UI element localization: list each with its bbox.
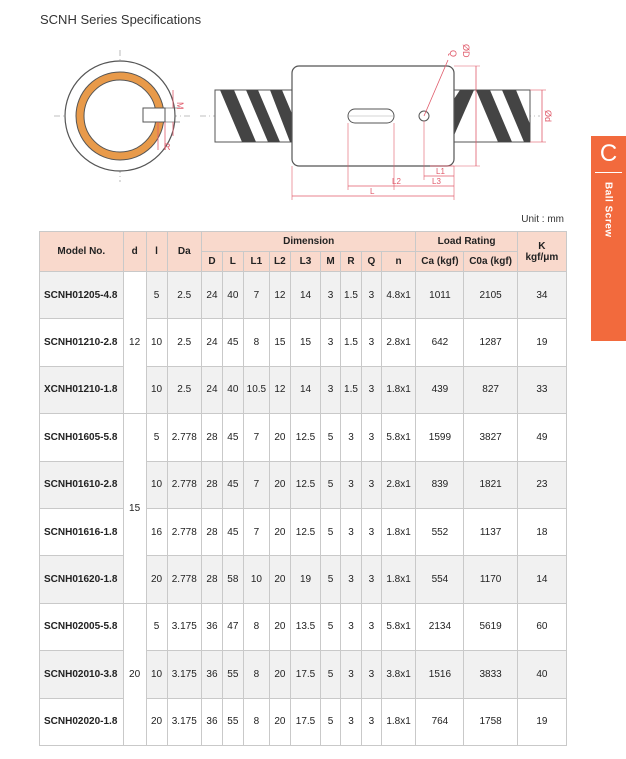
value-cell: 3: [321, 319, 341, 366]
value-cell: 5: [146, 272, 167, 319]
value-cell: 12: [269, 272, 290, 319]
value-cell: 7: [243, 272, 269, 319]
value-cell: 49: [517, 414, 566, 461]
value-cell: 1011: [416, 272, 464, 319]
value-cell: 2.5: [167, 272, 201, 319]
shaft-diameter-cell: 15: [123, 414, 146, 604]
value-cell: 8: [243, 698, 269, 745]
value-cell: 60: [517, 603, 566, 650]
value-cell: 7: [243, 414, 269, 461]
model-cell: SCNH01210-2.8: [40, 319, 124, 366]
section-divider: [595, 172, 622, 173]
col-sub-header: C0a (kgf): [464, 252, 517, 272]
value-cell: 1599: [416, 414, 464, 461]
table-row: [40, 556, 567, 603]
l-label: L: [370, 187, 375, 196]
value-cell: 3: [361, 366, 381, 413]
section-tab[interactable]: [591, 136, 626, 341]
ball-nut-drawing: [40, 40, 580, 215]
value-cell: 7: [243, 461, 269, 508]
value-cell: 3: [361, 508, 381, 555]
value-cell: 2.5: [167, 366, 201, 413]
value-cell: 10: [243, 556, 269, 603]
table-row: [40, 319, 567, 366]
col-d: d: [123, 232, 146, 272]
value-cell: 5: [321, 651, 341, 698]
model-cell: SCNH01605-5.8: [40, 414, 124, 461]
value-cell: 3: [341, 414, 362, 461]
value-cell: 15: [290, 319, 320, 366]
value-cell: 1287: [464, 319, 517, 366]
value-cell: 8: [243, 319, 269, 366]
table-row: [40, 272, 567, 319]
table-row: [40, 414, 567, 461]
value-cell: 28: [202, 556, 223, 603]
model-cell: SCNH01616-1.8: [40, 508, 124, 555]
od-label: ØD: [461, 44, 471, 58]
value-cell: 12: [269, 366, 290, 413]
value-cell: 3: [361, 698, 381, 745]
value-cell: 19: [517, 319, 566, 366]
value-cell: 2.5: [167, 319, 201, 366]
value-cell: 1516: [416, 651, 464, 698]
value-cell: 3: [341, 603, 362, 650]
value-cell: 20: [269, 508, 290, 555]
value-cell: 10: [146, 319, 167, 366]
value-cell: 23: [517, 461, 566, 508]
value-cell: 5619: [464, 603, 517, 650]
value-cell: 642: [416, 319, 464, 366]
value-cell: 28: [202, 461, 223, 508]
value-cell: 14: [517, 556, 566, 603]
value-cell: 3: [341, 651, 362, 698]
value-cell: 45: [222, 508, 243, 555]
value-cell: 36: [202, 651, 223, 698]
value-cell: 1.8x1: [381, 508, 416, 555]
value-cell: 20: [269, 651, 290, 698]
col-sub-header: R: [341, 252, 362, 272]
value-cell: 20: [269, 461, 290, 508]
value-cell: 14: [290, 272, 320, 319]
value-cell: 19: [290, 556, 320, 603]
value-cell: 10: [146, 366, 167, 413]
value-cell: 3827: [464, 414, 517, 461]
shaft-diameter-cell: 20: [123, 603, 146, 745]
value-cell: 552: [416, 508, 464, 555]
value-cell: 8: [243, 651, 269, 698]
model-cell: SCNH02020-1.8: [40, 698, 124, 745]
value-cell: 20: [146, 698, 167, 745]
value-cell: 24: [202, 319, 223, 366]
value-cell: 28: [202, 414, 223, 461]
value-cell: 3: [321, 366, 341, 413]
value-cell: 3: [361, 414, 381, 461]
value-cell: 5: [146, 414, 167, 461]
col-k: [517, 232, 566, 272]
l1-label: L1: [436, 167, 445, 176]
r-label: R: [164, 142, 171, 152]
value-cell: 1.5: [341, 366, 362, 413]
col-sub-header: L1: [243, 252, 269, 272]
value-cell: 12.5: [290, 508, 320, 555]
value-cell: 3: [361, 272, 381, 319]
value-cell: 2.778: [167, 461, 201, 508]
model-cell: SCNH02005-5.8: [40, 603, 124, 650]
value-cell: 36: [202, 698, 223, 745]
value-cell: 5: [321, 698, 341, 745]
value-cell: 3.175: [167, 603, 201, 650]
col-group-dimension: Dimension: [202, 232, 416, 252]
value-cell: 15: [269, 319, 290, 366]
value-cell: 10: [146, 651, 167, 698]
col-sub-header: n: [381, 252, 416, 272]
value-cell: 839: [416, 461, 464, 508]
col-sub-header: Ca (kgf): [416, 252, 464, 272]
value-cell: 5.8x1: [381, 603, 416, 650]
value-cell: 47: [222, 603, 243, 650]
value-cell: 3: [341, 698, 362, 745]
value-cell: 5: [321, 556, 341, 603]
value-cell: 24: [202, 272, 223, 319]
col-k-unit: kgf/μm: [525, 251, 559, 263]
model-cell: SCNH01205-4.8: [40, 272, 124, 319]
value-cell: 20: [146, 556, 167, 603]
value-cell: 8: [243, 603, 269, 650]
value-cell: 3.8x1: [381, 651, 416, 698]
col-model-no: Model No.: [40, 232, 124, 272]
shaft-diameter-cell: 12: [123, 272, 146, 414]
value-cell: 5: [321, 461, 341, 508]
value-cell: 5: [146, 603, 167, 650]
value-cell: 2.8x1: [381, 461, 416, 508]
model-cell: XCNH01210-1.8: [40, 366, 124, 413]
value-cell: 3.175: [167, 651, 201, 698]
value-cell: 5.8x1: [381, 414, 416, 461]
value-cell: 58: [222, 556, 243, 603]
value-cell: 40: [517, 651, 566, 698]
table-row: [40, 508, 567, 555]
value-cell: 3.175: [167, 698, 201, 745]
value-cell: 17.5: [290, 698, 320, 745]
section-label: Ball Screw: [602, 182, 614, 238]
table-row: [40, 366, 567, 413]
value-cell: 554: [416, 556, 464, 603]
value-cell: 12.5: [290, 414, 320, 461]
section-letter: C: [599, 140, 618, 167]
value-cell: 10.5: [243, 366, 269, 413]
value-cell: 1170: [464, 556, 517, 603]
value-cell: 1.5: [341, 272, 362, 319]
value-cell: 3: [321, 272, 341, 319]
col-sub-header: L: [222, 252, 243, 272]
value-cell: 17.5: [290, 651, 320, 698]
value-cell: 40: [222, 272, 243, 319]
value-cell: 4.8x1: [381, 272, 416, 319]
col-sub-header: L2: [269, 252, 290, 272]
value-cell: 36: [202, 603, 223, 650]
col-da: Da: [167, 232, 201, 272]
model-cell: SCNH02010-3.8: [40, 651, 124, 698]
value-cell: 20: [269, 698, 290, 745]
value-cell: 24: [202, 366, 223, 413]
value-cell: 1758: [464, 698, 517, 745]
col-sub-header: M: [321, 252, 341, 272]
value-cell: 19: [517, 698, 566, 745]
value-cell: 20: [269, 414, 290, 461]
value-cell: 2.8x1: [381, 319, 416, 366]
m-label: M: [175, 102, 185, 110]
unit-label: Unit : mm: [521, 214, 564, 225]
l2-label: L2: [392, 177, 401, 186]
value-cell: 2105: [464, 272, 517, 319]
value-cell: 45: [222, 414, 243, 461]
side-view: [200, 44, 553, 200]
value-cell: 13.5: [290, 603, 320, 650]
table-row: [40, 698, 567, 745]
value-cell: 3833: [464, 651, 517, 698]
value-cell: 3: [361, 603, 381, 650]
col-sub-header: Q: [361, 252, 381, 272]
col-sub-header: L3: [290, 252, 320, 272]
table-row: [40, 603, 567, 650]
value-cell: 5: [321, 508, 341, 555]
value-cell: 34: [517, 272, 566, 319]
value-cell: 20: [269, 556, 290, 603]
col-group-load-rating: Load Rating: [416, 232, 517, 252]
value-cell: 764: [416, 698, 464, 745]
value-cell: 3: [361, 461, 381, 508]
specifications-table: [39, 231, 567, 746]
model-cell: SCNH01610-2.8: [40, 461, 124, 508]
value-cell: 3: [341, 461, 362, 508]
value-cell: 55: [222, 698, 243, 745]
value-cell: 7: [243, 508, 269, 555]
value-cell: 12.5: [290, 461, 320, 508]
value-cell: 55: [222, 651, 243, 698]
value-cell: 14: [290, 366, 320, 413]
col-l: l: [146, 232, 167, 272]
value-cell: 1821: [464, 461, 517, 508]
value-cell: 45: [222, 319, 243, 366]
value-cell: 1.8x1: [381, 366, 416, 413]
value-cell: 3: [361, 651, 381, 698]
value-cell: 40: [222, 366, 243, 413]
value-cell: 18: [517, 508, 566, 555]
value-cell: 20: [269, 603, 290, 650]
table-row: [40, 461, 567, 508]
value-cell: 1.8x1: [381, 698, 416, 745]
q-label: Q: [448, 50, 458, 58]
value-cell: 827: [464, 366, 517, 413]
end-view: [54, 50, 190, 182]
l3-label: L3: [432, 177, 441, 186]
value-cell: 2.778: [167, 414, 201, 461]
value-cell: 3: [341, 556, 362, 603]
value-cell: 3: [341, 508, 362, 555]
value-cell: 33: [517, 366, 566, 413]
value-cell: 2.778: [167, 508, 201, 555]
value-cell: 16: [146, 508, 167, 555]
value-cell: 1.5: [341, 319, 362, 366]
value-cell: 45: [222, 461, 243, 508]
col-k-title: K: [538, 240, 546, 252]
value-cell: 2134: [416, 603, 464, 650]
value-cell: 5: [321, 414, 341, 461]
value-cell: 3: [361, 556, 381, 603]
value-cell: 5: [321, 603, 341, 650]
value-cell: 28: [202, 508, 223, 555]
odr-label: Ød: [543, 110, 553, 123]
value-cell: 1137: [464, 508, 517, 555]
value-cell: 2.778: [167, 556, 201, 603]
value-cell: 3: [361, 319, 381, 366]
table-row: [40, 651, 567, 698]
value-cell: 1.8x1: [381, 556, 416, 603]
value-cell: 439: [416, 366, 464, 413]
model-cell: SCNH01620-1.8: [40, 556, 124, 603]
value-cell: 10: [146, 461, 167, 508]
col-sub-header: D: [202, 252, 223, 272]
page-title: SCNH Series Specifications: [40, 12, 202, 27]
